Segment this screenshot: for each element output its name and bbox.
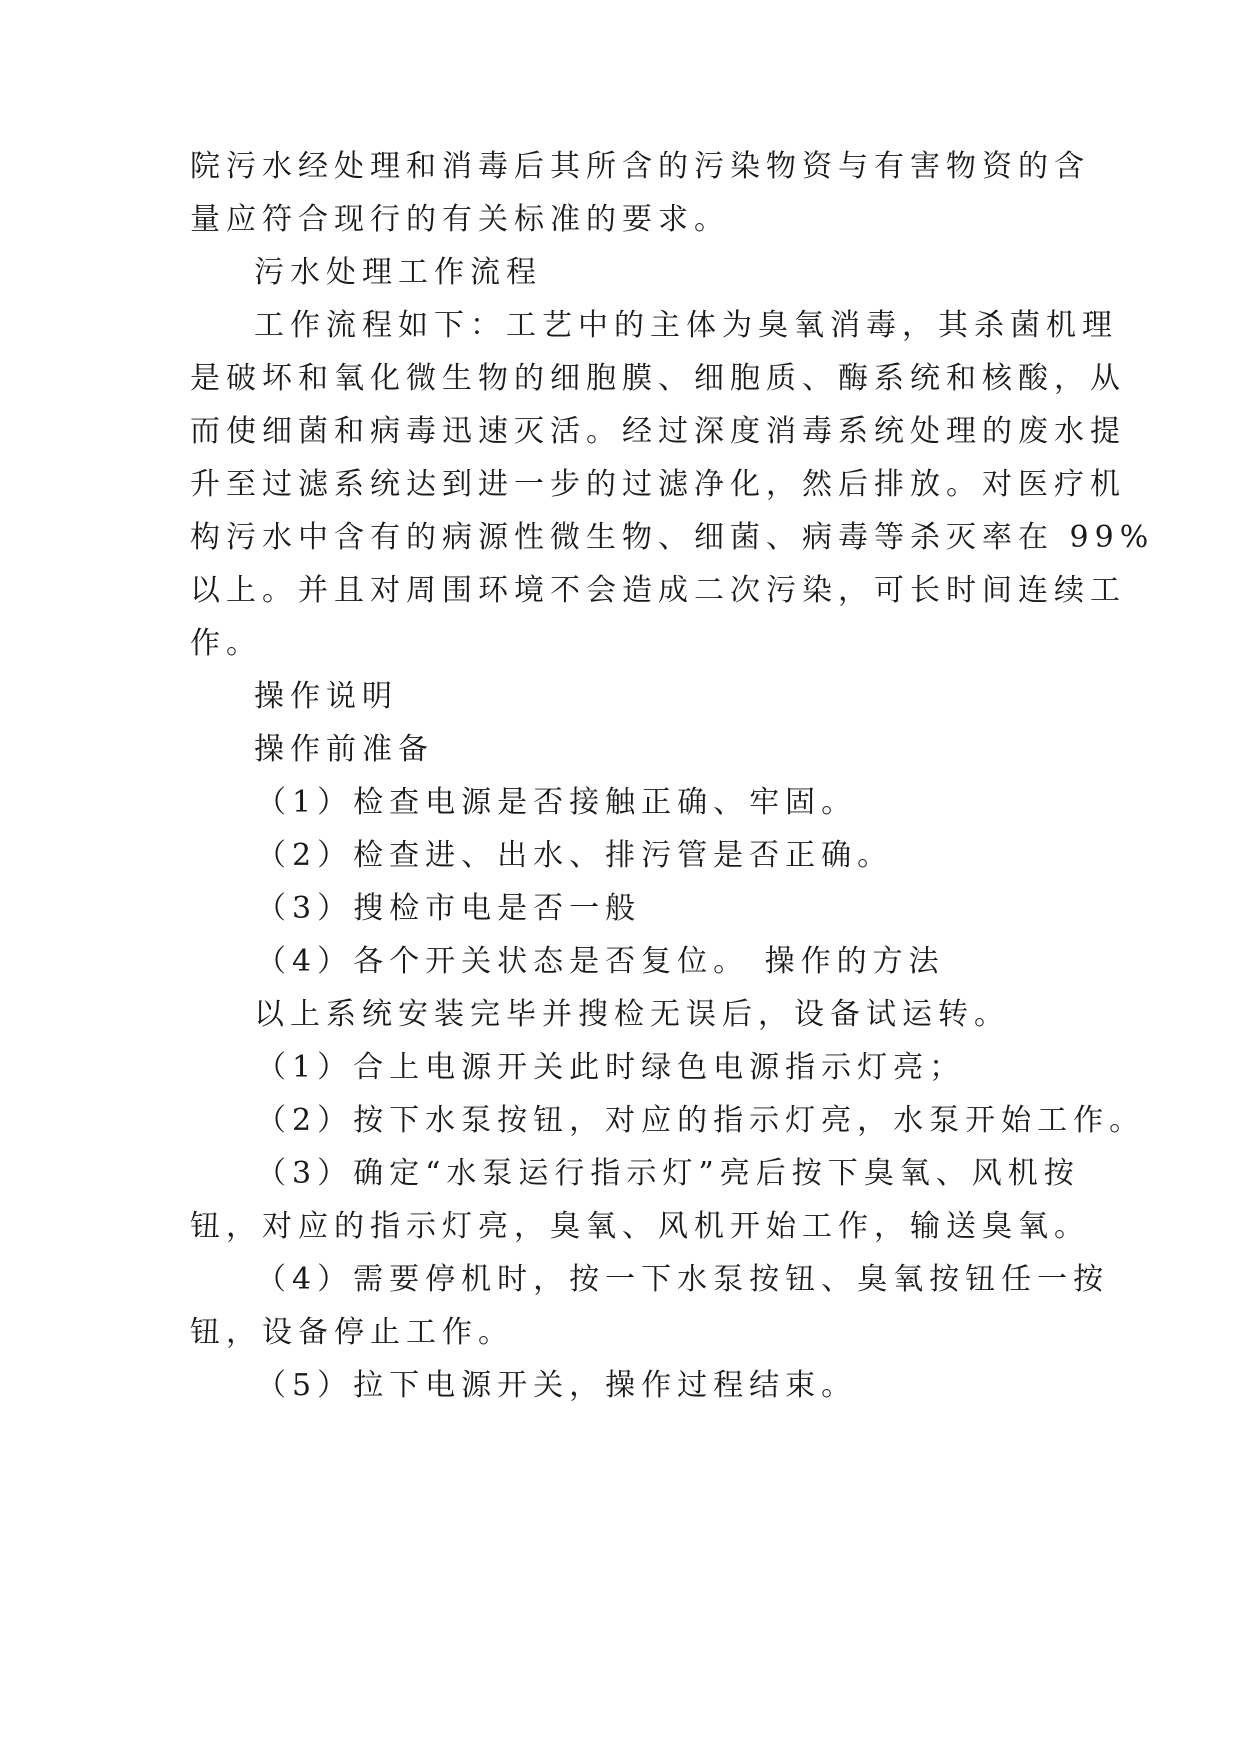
paragraph-line: 院污水经处理和消毒后其所含的污染物资与有害物资的含 (190, 149, 1090, 184)
section-heading: 操作前准备 (254, 732, 434, 767)
paragraph-line: 升至过滤系统达到进一步的过滤净化，然后排放。对医疗机 (190, 467, 1126, 502)
list-item: （2）按下水泵按钮，对应的指示灯亮，水泵开始工作。 (256, 1103, 1146, 1138)
section-heading: 操作说明 (254, 679, 398, 714)
paragraph-line: 量应符合现行的有关标准的要求。 (190, 202, 730, 237)
paragraph-line: 是破坏和氧化微生物的细胞膜、细胞质、酶系统和核酸，从 (190, 361, 1126, 396)
list-item: （1）合上电源开关此时绿色电源指示灯亮； (256, 1050, 966, 1085)
list-item: （1）检查电源是否接触正确、牢固。 (256, 785, 858, 820)
list-item-continuation: 钮，对应的指示灯亮，臭氧、风机开始工作，输送臭氧。 (190, 1209, 1090, 1244)
paragraph-line: 以上。并且对周围环境不会造成二次污染，可长时间连续工 (190, 573, 1126, 608)
paragraph-line: 作。 (190, 626, 262, 661)
paragraph-line: 构污水中含有的病源性微生物、细菌、病毒等杀灭率在 99% (190, 520, 1155, 555)
list-item: （2）检查进、出水、排污管是否正确。 (256, 838, 894, 873)
paragraph-line: 工作流程如下：工艺中的主体为臭氧消毒，其杀菌机理 (254, 308, 1118, 343)
list-item: （5）拉下电源开关，操作过程结束。 (256, 1368, 858, 1403)
list-item: （4）各个开关状态是否复位。 操作的方法 (256, 944, 945, 979)
section-heading: 污水处理工作流程 (254, 255, 542, 290)
paragraph-line: 以上系统安装完毕并搜检无误后，设备试运转。 (254, 997, 1010, 1032)
list-item-continuation: 钮，设备停止工作。 (190, 1315, 514, 1350)
paragraph-line: 而使细菌和病毒迅速灭活。经过深度消毒系统处理的废水提 (190, 414, 1126, 449)
list-item: （3）搜检市电是否一般 (256, 891, 642, 926)
list-item: （3）确定“水泵运行指示灯”亮后按下臭氧、风机按 (256, 1156, 1080, 1191)
list-item: （4）需要停机时，按一下水泵按钮、臭氧按钮任一按 (256, 1262, 1110, 1297)
